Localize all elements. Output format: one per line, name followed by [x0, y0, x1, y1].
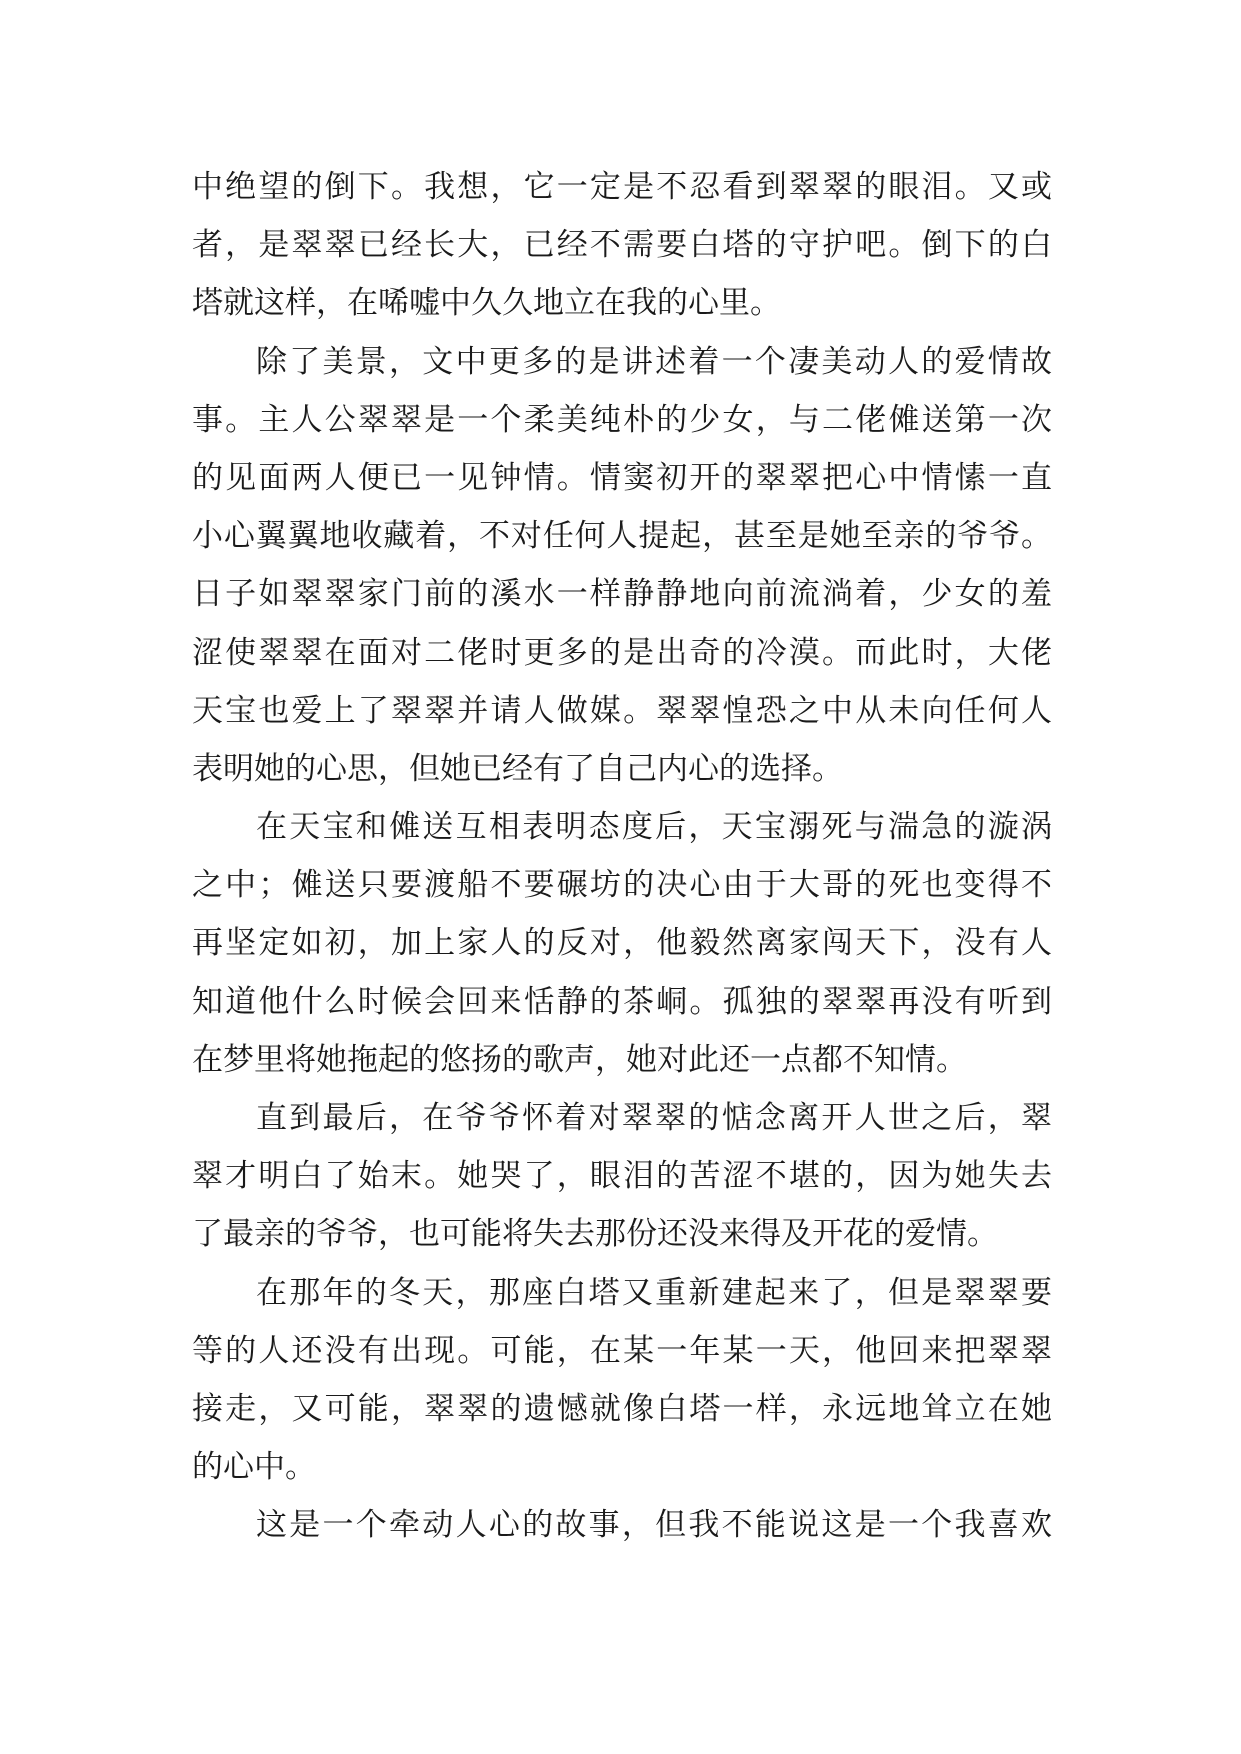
text-line: 涩使翠翠在面对二佬时更多的是出奇的冷漠。而此时，大佬 [192, 634, 1052, 671]
text-line: 的心中。 [192, 1449, 316, 1486]
text-line: 者，是翠翠已经长大，已经不需要白塔的守护吧。倒下的白 [192, 227, 1052, 264]
body-text [192, 158, 1052, 1555]
text-line: 再坚定如初，加上家人的反对，他毅然离家闯天下，没有人 [192, 925, 1052, 962]
text-line: 这是一个牵动人心的故事，但我不能说这是一个我喜欢 [256, 1507, 1052, 1544]
text-line: 表明她的心思，但她已经有了自己内心的选择。 [192, 750, 843, 787]
text-line: 除了美景，文中更多的是讲述着一个凄美动人的爱情故 [256, 343, 1052, 380]
text-line: 了最亲的爷爷，也可能将失去那份还没来得及开花的爱情。 [192, 1216, 998, 1253]
text-line: 的见面两人便已一见钟情。情窦初开的翠翠把心中情愫一直 [192, 459, 1052, 496]
text-line: 日子如翠翠家门前的溪水一样静静地向前流淌着，少女的羞 [192, 576, 1052, 613]
text-line: 中绝望的倒下。我想，它一定是不忍看到翠翠的眼泪。又或 [192, 169, 1052, 205]
paragraph [192, 798, 1052, 1089]
text-line: 知道他什么时候会回来恬静的茶峒。孤独的翠翠再没有听到 [192, 983, 1052, 1020]
text-line: 在天宝和傩送互相表明态度后，天宝溺死与湍急的漩涡 [256, 809, 1052, 846]
text-line: 在梦里将她拖起的悠扬的歌声，她对此还一点都不知情。 [192, 1041, 967, 1078]
text-line: 接走，又可能，翠翠的遗憾就像白塔一样，永远地耸立在她 [192, 1390, 1052, 1427]
text-line: 直到最后，在爷爷怀着对翠翠的惦念离开人世之后，翠 [256, 1100, 1052, 1136]
text-line: 塔就这样，在唏嘘中久久地立在我的心里。 [192, 285, 781, 322]
paragraph [192, 1496, 1052, 1554]
paragraph [192, 158, 1052, 333]
text-line: 小心翼翼地收藏着，不对任何人提起，甚至是她至亲的爷爷。 [192, 518, 1052, 555]
paragraph [192, 1264, 1052, 1497]
text-line: 之中；傩送只要渡船不要碾坊的决心由于大哥的死也变得不 [192, 867, 1052, 904]
paragraph [192, 1089, 1052, 1264]
text-line: 翠才明白了始末。她哭了，眼泪的苦涩不堪的，因为她失去 [192, 1158, 1052, 1195]
text-line: 事。主人公翠翠是一个柔美纯朴的少女，与二佬傩送第一次 [192, 401, 1052, 438]
paragraph [192, 333, 1052, 799]
text-line: 天宝也爱上了翠翠并请人做媒。翠翠惶恐之中从未向任何人 [192, 692, 1052, 729]
text-line: 在那年的冬天，那座白塔又重新建起来了，但是翠翠要 [256, 1274, 1052, 1311]
text-line: 等的人还没有出现。可能，在某一年某一天，他回来把翠翠 [192, 1332, 1052, 1369]
